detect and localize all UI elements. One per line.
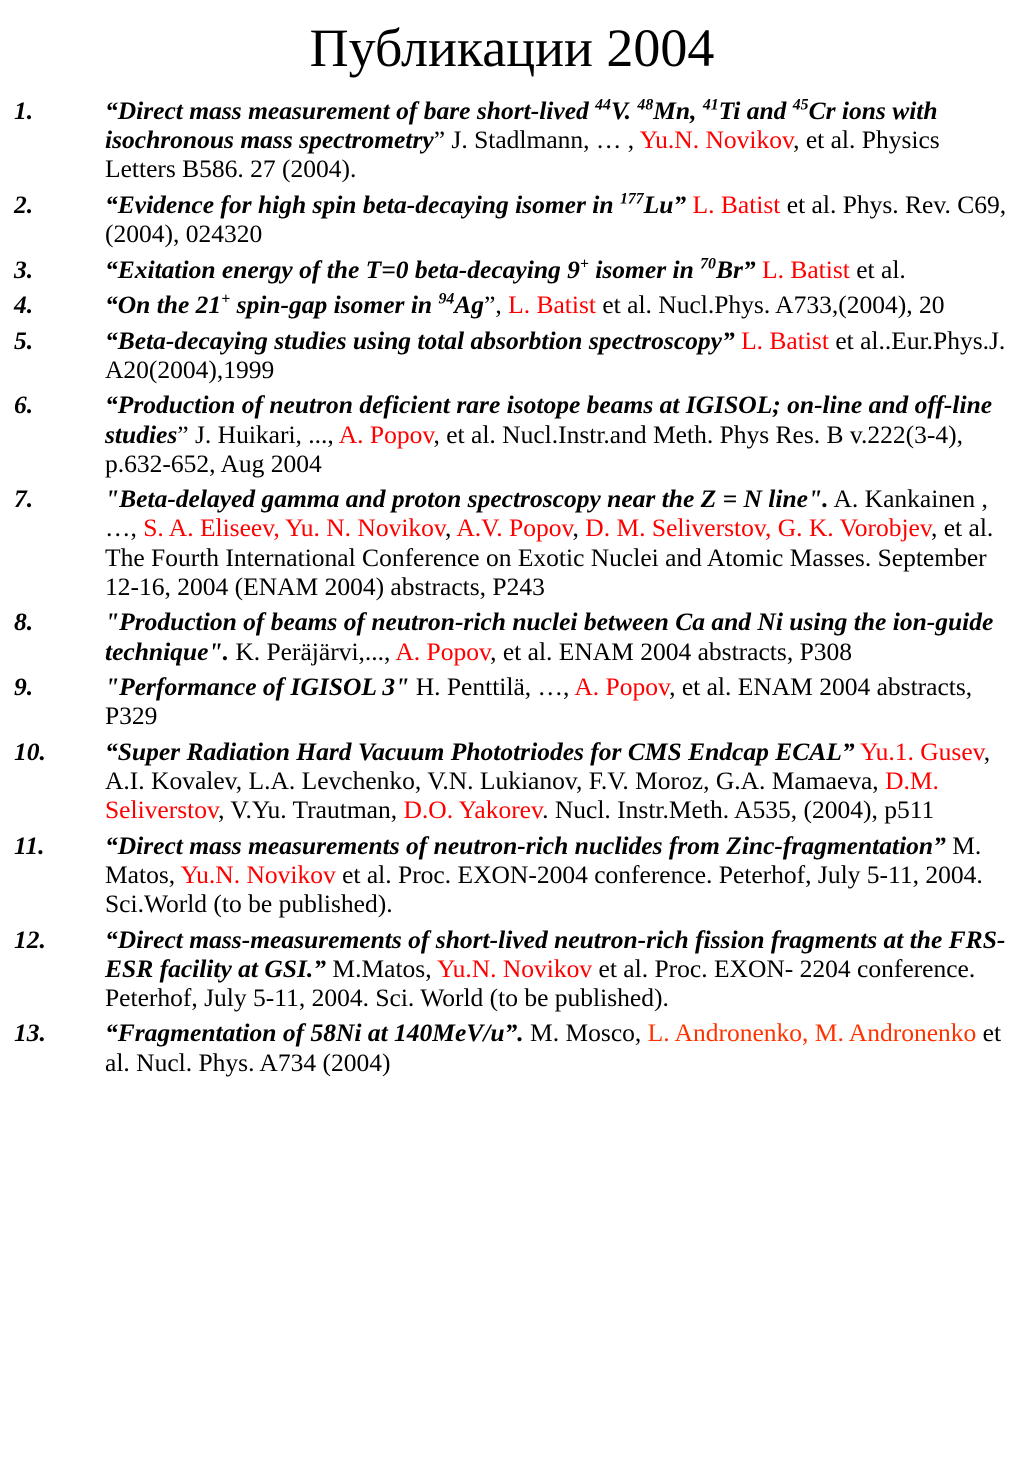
publication-authors: A. Kankainen , …, [105,484,988,543]
publication-number: 6. [14,390,34,420]
title-close-quote: ” [433,125,446,155]
publication-reference: et al. Proc. EXON- 2204 conference. Peterhof, July 5-11, 2004. Sci. World (to be published). [105,953,976,1012]
highlighted-author: Yu.N. Novikov [639,125,794,155]
publication-title: “Production of neutron deficient rare isotope beams at IGISOL; on-line and off-line studies [105,390,993,449]
publication-number: 10. [14,736,46,766]
publication-number: 9. [14,672,34,702]
publication-item-13 [0,1018,1024,1076]
publication-number: 2. [14,189,34,219]
highlighted-author: A. Popov [338,419,434,449]
publication-number: 4. [14,290,34,320]
publication-item-1 [0,96,1024,184]
publication-number: 1. [14,96,34,125]
publication-title: “Direct mass-measurements of short-lived neutron-rich fission fragments at the FRS-ESR facility at GSI.” [105,924,1006,983]
highlighted-author: S. A. Eliseev, Yu. N. Novikov [143,513,445,543]
highlighted-author: L. Batist [692,189,781,219]
publication-reference: et al. Proc. EXON-2004 conference. Peterhof, July 5-11, 2004. Sci.World (to be published). [105,859,983,919]
publication-title: “Beta-decaying studies using total absorbtion spectroscopy” [105,325,735,355]
publication-item-10: 10. “Super Radiation Hard Vacuum Phototriodes for CMS Endcap ECAL” Yu.1. Gusev, A.I. Kovalev, L.A. Levchenko, V.N. Lukianov, F.V. Moroz, G.A. Mamaeva, D.M. Seliverstov, V.Yu. Trautman, D.O. Yakorev. Nucl. Instr.Meth. A535, (2004), p511 [14,736,991,825]
publication-title: “Direct mass measurements of neutron-rich nuclides from Zinc-fragmentation” [105,830,946,860]
highlighted-author: D.O. Yakorev [403,795,543,825]
publication-item-8 [0,607,1024,665]
publication-item-3 [0,255,1024,284]
publication-item-11 [0,831,1024,919]
publication-number: 7. [14,484,34,514]
publication-reference: et al. Phys. Rev. C69, (2004), 024320 [105,189,1007,249]
publication-authors: J. Stadlmann, … , [445,125,640,155]
publication-reference: , et al. ENAM 2004 abstracts, P329 [105,672,973,731]
publication-reference: , et al. Physics Letters B586. 27 (2004). [105,125,940,184]
publication-authors: M. Mosco, [523,1018,648,1048]
highlighted-author: Yu.N. Novikov [180,859,336,889]
publication-title: "Performance of IGISOL 3" [105,672,410,702]
publication-list [0,96,1024,1077]
highlighted-author: Yu.1. Gusev [860,736,984,766]
highlighted-author: L. Batist [508,290,596,320]
publication-number: 5. [14,325,34,355]
publication-title: “Fragmentation of 58Ni at 140MeV/u”. [105,1018,524,1048]
publication-authors: ” J. Huikari, ..., [177,419,339,449]
publication-reference: , et al. ENAM 2004 abstracts, P308 [490,636,852,666]
highlighted-author: Yu.N. Novikov [437,953,593,983]
publication-title: "Beta-delayed gamma and proton spectroscopy near the Z = N line". [105,484,829,514]
publication-reference: , et al. Nucl.Instr.and Meth. Phys Res. B v.222(3-4), p.632-652, Aug 2004 [105,419,964,478]
publication-authors: K. Peräjärvi,..., [228,636,396,666]
publication-item-12 [0,925,1024,1013]
highlighted-author: L. Andronenko, M. Andronenko [647,1018,977,1048]
highlighted-author: D.M. Seliverstov [105,765,939,825]
publication-reference: et al..Eur.Phys.J. A20(2004),1999 [105,325,1006,384]
publication-number: 11. [14,830,45,860]
publication-reference: , et al. The Fourth International Conference on Exotic Nuclei and Atomic Masses. September 12-16, 2004 (ENAM 2004) abstracts, P243 [105,513,994,601]
publication-reference: et al. [849,254,906,284]
publication-reference: et al. Nucl. Phys. A734 (2004) [105,1018,1002,1077]
publication-item-9 [0,672,1024,730]
publication-title: “Direct mass measurement of bare short-lived $^{44}$V. $^{48}$Mn, $^{41}$Ti and $^{45}$Cr ions with isochronous mass spectrometry [105,96,938,155]
publication-number: 8. [14,607,34,637]
highlighted-author: D. M. Seliverstov, G. K. Vorobjev [585,513,931,543]
publication-title: “On the 21+ spin-gap isomer in $^{94}$Ag [105,290,485,320]
highlighted-author: L. Batist [741,325,829,355]
publication-authors: M.Matos, [326,953,438,983]
publication-title: “Exitation energy of the T=0 beta-decaying 9+ isomer in $^{70}$Br” [105,254,756,284]
publication-reference: . Nucl. Instr.Meth. A535, (2004), p511 [542,795,935,825]
highlighted-author: A. Popov [395,636,491,666]
highlighted-author: A. Popov [574,672,670,702]
publication-number: 3. [14,254,34,284]
page-title: Публикации 2004 [309,18,715,78]
highlighted-author: L. Batist [762,254,850,284]
publication-item-2 [0,190,1024,248]
publication-title: "Production of beams of neutron-rich nuclei between Ca and Ni using the ion-guide technique". [105,607,994,666]
publication-item-5 [0,326,1024,384]
publication-item-6 [0,390,1024,478]
publication-number: 13. [14,1018,46,1048]
publication-authors: M. Matos, [105,830,982,889]
publication-title: “Super Radiation Hard Vacuum Phototriodes for CMS Endcap ECAL” [105,736,855,766]
publication-reference: et al. Nucl.Phys. A733,(2004), 20 [595,290,945,320]
publication-item-7: 7. "Beta-delayed gamma and proton spectroscopy near the Z = N line". A. Kankainen , …, S. A. Eliseev, Yu. N. Novikov, A.V. Popov, D. M. Seliverstov, G. K. Vorobjev, et al. The Fourth International Conference on Exotic Nuclei and Atomic Masses. September 12-16, 2004 (ENAM 2004) abstracts, P243 [14,484,994,601]
publication-authors: H. Penttilä, …, [409,672,575,702]
publication-number: 12. [14,924,46,954]
publication-item-4: 4. “On the 21+ spin-gap isomer in $^{94}$Ag”, L. Batist et al. Nucl.Phys. A733,(2004), 20 [14,290,945,320]
highlighted-author: A.V. Popov [456,513,573,543]
publication-title: “Evidence for high spin beta-decaying isomer in $^{177}$Lu” [105,189,687,219]
